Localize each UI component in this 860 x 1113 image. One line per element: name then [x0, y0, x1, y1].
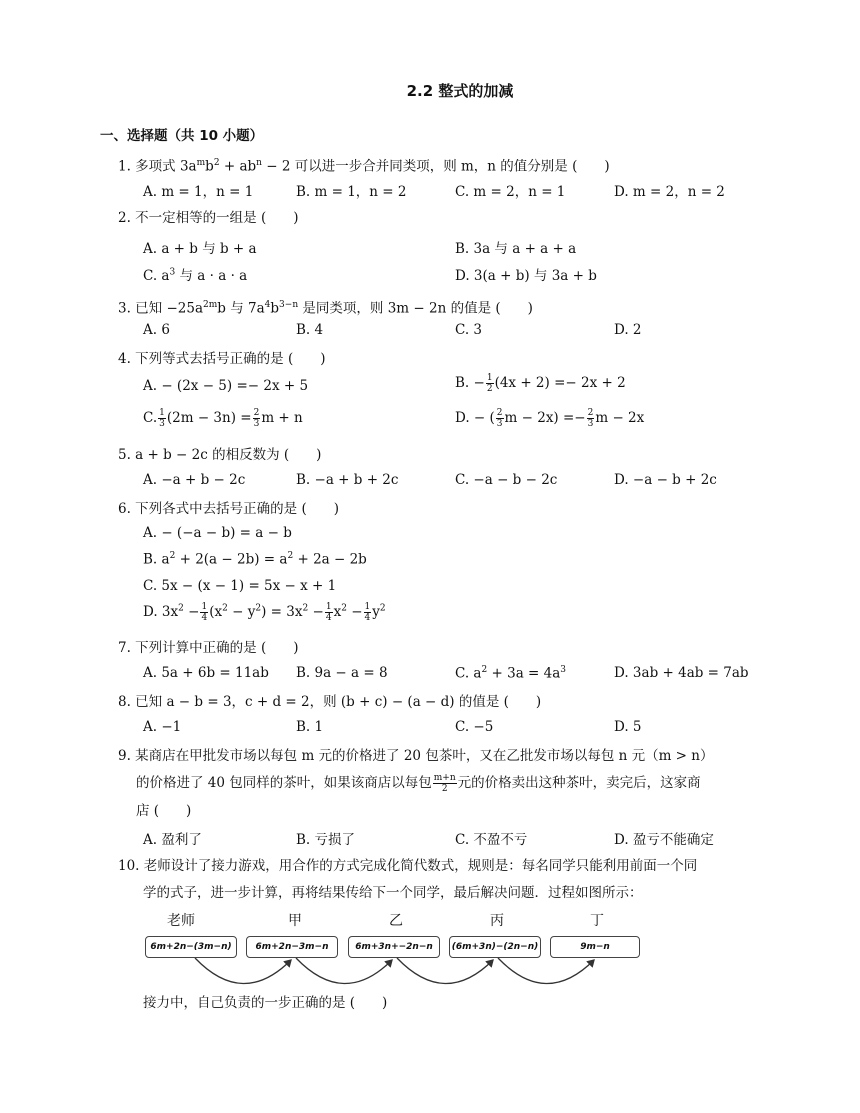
question-7-option-b[interactable]: B. 9a − a = 8 [296, 665, 388, 681]
question-3-option-c[interactable]: C. 3 [455, 322, 483, 338]
question-4-option-b[interactable]: B. − $\frac{1}{2}$ (4x + 2) =− 2x + 2 [455, 373, 626, 394]
relay-arrow-3 [397, 958, 493, 984]
relay-box-bing: (6m+3n)−(2n−n) [449, 936, 541, 958]
question-10-question: 接力中，自己负责的一步正确的是 ( ) [143, 995, 388, 1011]
question-6-option-c[interactable]: C. 5x − (x − 1) = 5x − x + 1 [143, 578, 337, 594]
relay-arrow-2 [296, 958, 392, 984]
question-2-option-d[interactable]: D. 3(a + b) 与 3a + b [455, 268, 597, 284]
relay-arrows [143, 910, 643, 990]
question-3-option-d[interactable]: D. 2 [614, 322, 642, 338]
question-1-option-d[interactable]: D. m = 2，n = 2 [614, 184, 725, 200]
question-6-stem: 6. 下列各式中去括号正确的是 ( ) [118, 501, 339, 517]
question-3-option-b[interactable]: B. 4 [296, 322, 324, 338]
relay-box-yi: 6m+3n+−2n−n [348, 936, 440, 958]
question-10-line-1: 10. 老师设计了接力游戏，用合作的方式完成化简代数式，规则是：每名同学只能利用前面一个同 [118, 858, 698, 874]
question-5-option-a[interactable]: A. −a + b − 2c [143, 472, 246, 488]
question-5-stem: 5. a + b − 2c 的相反数为 ( ) [118, 447, 322, 463]
relay-label-yi: 乙 [389, 913, 403, 929]
question-4-option-c[interactable]: C. $\frac{1}{3}$ (2m − 3n) = $\frac{2}{3}$ m + n [143, 408, 303, 429]
question-1-stem: 1. 多项式 $3a^mb^2 + ab^n - 2$ 可以进一步合并同类项，则 m，n 的值分别是 ( ) [118, 158, 610, 175]
question-5-option-c[interactable]: C. −a − b − 2c [455, 472, 558, 488]
question-7-option-d[interactable]: D. 3ab + 4ab = 7ab [614, 665, 749, 681]
question-2-option-b[interactable]: B. 3a 与 a + a + a [455, 241, 577, 257]
question-4-option-a[interactable]: A. − (2x − 5) =− 2x + 5 [143, 378, 309, 394]
question-9-line-3: 店 ( ) [136, 803, 192, 819]
question-10-line-2: 学的式子，进一步计算，再将结果传给下一个同学，最后解决问题．过程如图所示： [143, 885, 643, 901]
question-6-option-b[interactable]: B. $a^2 + 2(a - 2b) = a^2 + 2a - 2b$ [143, 551, 367, 568]
page-title: 2.2 整式的加减 [406, 82, 514, 100]
relay-label-jia: 甲 [288, 913, 302, 929]
question-9-option-a[interactable]: A. 盈利了 [143, 832, 202, 848]
question-2-stem: 2. 不一定相等的一组是 ( ) [118, 210, 299, 226]
relay-arrow-4 [498, 958, 594, 984]
relay-diagram [143, 910, 643, 990]
question-9-option-b[interactable]: B. 亏损了 [296, 832, 356, 848]
question-8-option-c[interactable]: C. −5 [455, 719, 494, 735]
question-9-option-c[interactable]: C. 不盈不亏 [455, 832, 528, 848]
question-7-option-a[interactable]: A. 5a + 6b = 11ab [143, 665, 269, 681]
question-1-option-b[interactable]: B. m = 1，n = 2 [296, 184, 407, 200]
relay-label-ding: 丁 [590, 913, 604, 929]
relay-box-ding: 9m−n [550, 936, 640, 958]
question-1-option-c[interactable]: C. m = 2，n = 1 [455, 184, 566, 200]
question-8-option-d[interactable]: D. 5 [614, 719, 642, 735]
question-7-option-c[interactable]: C. $a^2 + 3a = 4a^3$ [455, 665, 567, 682]
relay-box-teacher: 6m+2n−(3m−n) [145, 936, 237, 958]
relay-arrow-1 [195, 958, 291, 984]
question-8-option-a[interactable]: A. −1 [143, 719, 182, 735]
question-5-option-d[interactable]: D. −a − b + 2c [614, 472, 717, 488]
question-7-stem: 7. 下列计算中正确的是 ( ) [118, 640, 299, 656]
question-4-stem: 4. 下列等式去括号正确的是 ( ) [118, 351, 326, 367]
question-9-option-d[interactable]: D. 盈亏不能确定 [614, 832, 714, 848]
question-3-stem: 3. 已知 $-25a^{2m}b$ 与 $7a^4b^{3-n}$ 是同类项，则 3m − 2n 的值是 ( ) [118, 300, 533, 317]
question-9-line-2: 的价格进了 40 包同样的茶叶，如果该商店以每包 $\frac{m+n}{2}$ 元的价格卖出这种茶叶，卖完后，这家商 [136, 773, 701, 794]
relay-label-bing: 丙 [490, 913, 504, 929]
question-8-option-b[interactable]: B. 1 [296, 719, 324, 735]
section-heading: 一、选择题（共 10 小题） [100, 128, 264, 144]
question-3-option-a[interactable]: A. 6 [143, 322, 170, 338]
question-1-option-a[interactable]: A. m = 1，n = 1 [143, 184, 254, 200]
question-6-option-a[interactable]: A. − (−a − b) = a − b [143, 525, 292, 541]
question-5-option-b[interactable]: B. −a + b + 2c [296, 472, 399, 488]
question-6-option-d[interactable]: D. $3x^2$ − $\frac{1}{4}$ $(x^2 - y^2) = 3x^2$ − $\frac{1}{4}$ $x^2$ − $\frac{1}{4}$ $y^2$ [143, 602, 386, 623]
question-8-stem: 8. 已知 a − b = 3，c + d = 2，则 (b + c) − (a − d) 的值是 ( ) [118, 694, 542, 710]
question-2-option-c[interactable]: C. $a^3$ 与 a · a · a [143, 267, 248, 284]
relay-label-teacher: 老师 [167, 913, 195, 929]
question-9-line-1: 9. 某商店在甲批发市场以每包 m 元的价格进了 20 包茶叶，又在乙批发市场以每包 n 元（m > n） [118, 748, 714, 764]
question-4-option-d[interactable]: D. − ( $\frac{2}{3}$ m − 2x) =− $\frac{2}{3}$ m − 2x [455, 408, 645, 429]
question-2-option-a[interactable]: A. a + b 与 b + a [143, 241, 257, 257]
relay-box-jia: 6m+2n−3m−n [246, 936, 338, 958]
